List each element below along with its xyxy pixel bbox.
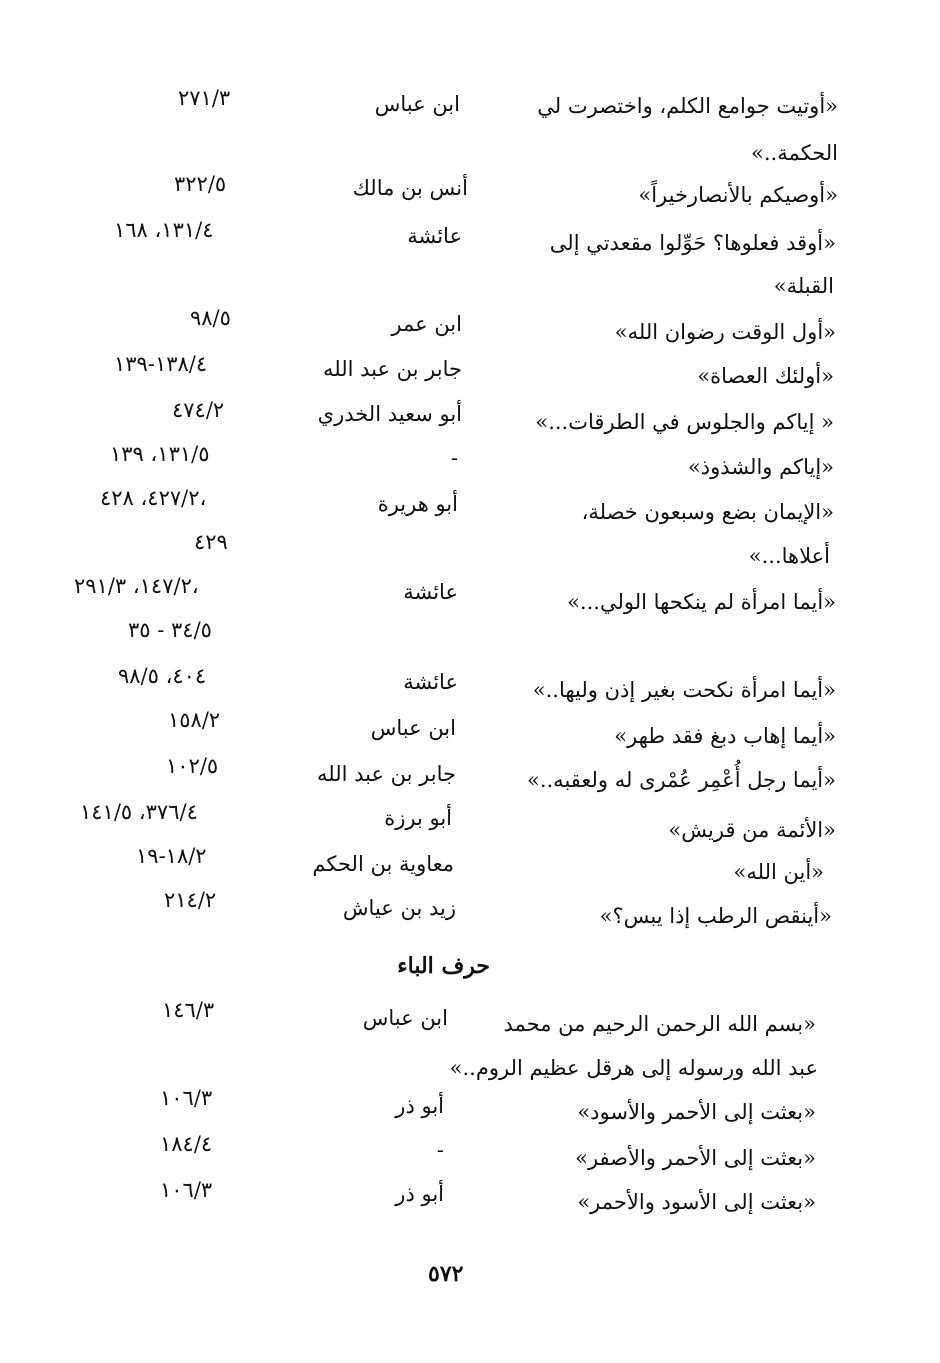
reference: ٤٢٩ xyxy=(194,530,228,554)
hadith-text: «أوصيكم بالأنصارخيراً» xyxy=(638,183,838,207)
reference: ١٣٨/٤-١٣٩ xyxy=(114,352,208,376)
hadith-text: «أيما إهاب دبغ فقد طهر» xyxy=(614,724,836,748)
reference: ١٤٦/٣ xyxy=(162,998,215,1022)
reference: ٢١٤/٢ xyxy=(164,888,217,912)
reference: ١٥٨/٢ xyxy=(168,708,221,732)
hadith-text: «أيما امرأة نكحت بغير إذن وليها..» xyxy=(532,678,836,702)
narrator: عائشة xyxy=(403,580,458,604)
hadith-text: « إياكم والجلوس في الطرقات...» xyxy=(535,410,834,434)
reference: ٢٧١/٣ xyxy=(178,86,231,110)
reference: ١٤٧/٢، ٢٩١/٣، xyxy=(74,574,199,598)
reference: ٣٧٦/٤، ١٤١/٥ xyxy=(80,800,198,824)
hadith-text: «أول الوقت رضوان الله» xyxy=(614,320,836,344)
hadith-text: «الإيمان بضع وسبعون خصلة، xyxy=(581,500,834,524)
reference: ١٠٦/٣ xyxy=(160,1178,213,1202)
reference: ٣٤/٥ - ٣٥ xyxy=(128,618,212,642)
narrator: زيد بن عياش xyxy=(342,896,456,920)
reference: ١٠٢/٥ xyxy=(166,754,219,778)
narrator: جابر بن عبد الله xyxy=(316,762,456,786)
narrator: معاوية بن الحكم xyxy=(312,852,454,876)
narrator: ابن عباس xyxy=(370,716,456,740)
narrator: ابن عمر xyxy=(391,312,462,336)
section-heading: حرف الباء xyxy=(397,953,490,979)
hadith-text: «أولئك العصاة» xyxy=(697,364,834,388)
reference: ٤٢٧/٢، ٤٢٨، xyxy=(100,486,207,510)
narrator: أبو سعيد الخدري xyxy=(317,402,462,426)
hadith-text: «أينقص الرطب إذا يبس؟» xyxy=(599,904,832,928)
reference: ٤٠٤، ٩٨/٥ xyxy=(118,664,207,688)
narrator: - xyxy=(436,1138,444,1162)
hadith-text: «أيما امرأة لم ينكحها الولي...» xyxy=(567,590,836,614)
narrator: أبو هريرة xyxy=(377,492,458,516)
hadith-text: «إياكم والشذوذ» xyxy=(687,455,834,479)
narrator: ابن عباس xyxy=(374,92,460,116)
reference: ١٣١/٥، ١٣٩ xyxy=(110,442,210,466)
reference: ٤٧٤/٢ xyxy=(172,398,225,422)
narrator: - xyxy=(450,446,458,470)
hadith-text: «الأئمة من قريش» xyxy=(668,818,836,842)
hadith-text: «أيما رجل أُعْمِر عُمْرى له ولعقبه..» xyxy=(526,768,836,792)
narrator: أبو ذر xyxy=(395,1182,444,1206)
narrator: ابن عباس xyxy=(362,1006,448,1030)
hadith-text: الحكمة..» xyxy=(751,141,838,165)
reference: ١٨/٢-١٩ xyxy=(136,844,207,868)
narrator: أبو ذر xyxy=(395,1094,444,1118)
hadith-text: أعلاها...» xyxy=(748,544,830,568)
reference: ٣٢٢/٥ xyxy=(174,172,227,196)
reference: ١٣١/٤، ١٦٨ xyxy=(114,218,214,242)
hadith-text: القبلة» xyxy=(773,274,834,298)
narrator: أبو برزة xyxy=(384,806,452,830)
hadith-text: «أوتيت جوامع الكلم، واختصرت لي xyxy=(537,94,838,118)
hadith-text: «أوقد فعلوها؟ حَوِّلوا مقعدتي إلى xyxy=(549,231,836,255)
narrator: أنس بن مالك xyxy=(352,176,468,200)
hadith-text: «بعثت إلى الأحمر والأصفر» xyxy=(575,1146,816,1170)
reference: ١٠٦/٣ xyxy=(160,1086,213,1110)
hadith-text: «بسم الله الرحمن الرحيم من محمد xyxy=(503,1012,816,1036)
hadith-text: «بعثت إلى الأسود والأحمر» xyxy=(577,1190,816,1214)
page-number: ٥٧٢ xyxy=(428,1261,464,1287)
hadith-text: «بعثت إلى الأحمر والأسود» xyxy=(577,1100,816,1124)
narrator: جابر بن عبد الله xyxy=(322,357,462,381)
reference: ٩٨/٥ xyxy=(190,306,231,330)
reference: ١٨٤/٤ xyxy=(160,1132,213,1156)
narrator: عائشة xyxy=(403,670,458,694)
narrator: عائشة xyxy=(407,224,462,248)
hadith-text: «أين الله» xyxy=(733,860,824,884)
hadith-text: عبد الله ورسوله إلى هرقل عظيم الروم..» xyxy=(449,1056,818,1080)
